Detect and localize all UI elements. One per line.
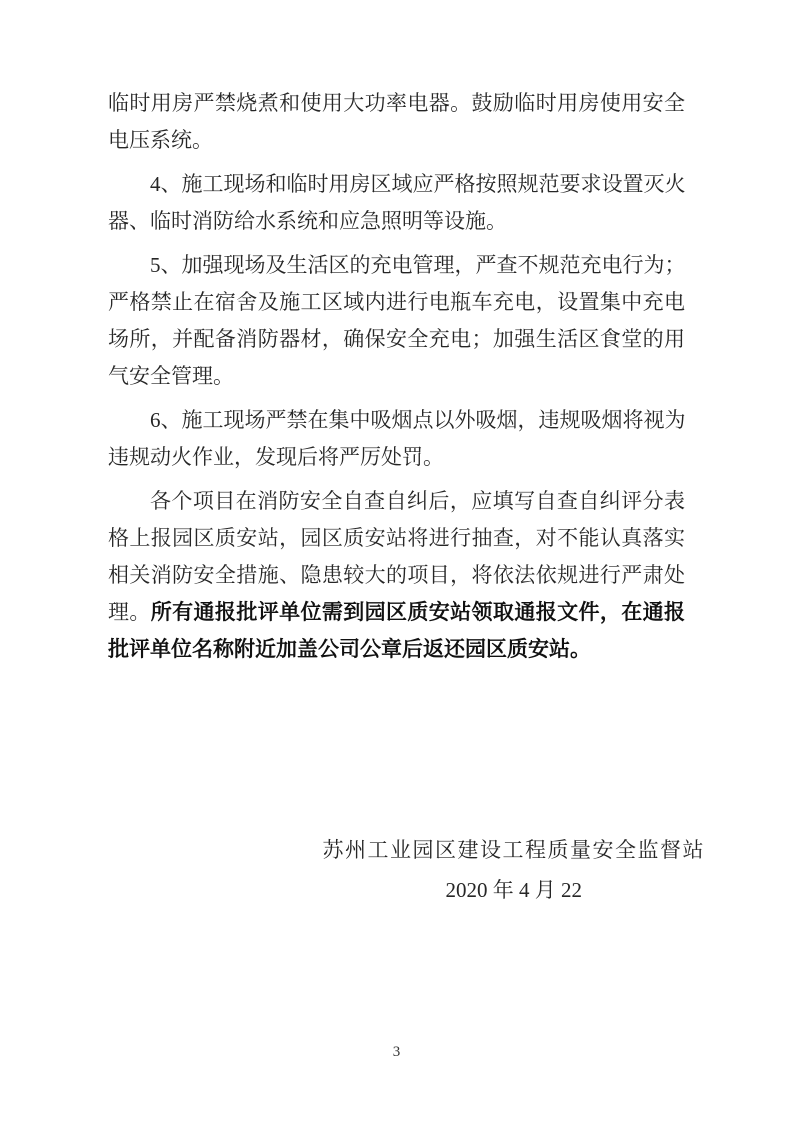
text-line: 4、施工现场和临时用房区域应严格按照规范要求设置灭火 xyxy=(150,172,686,196)
text-line: 批评单位名称附近加盖公司公章后返还园区质安站。 xyxy=(108,637,591,661)
text-line: 气安全管理。 xyxy=(108,364,234,388)
text-line: 相关消防安全措施、隐患较大的项目，将依法依规进行严肃处 xyxy=(108,563,685,587)
text-run-bold: 所有通报批评单位需到园区质安站领取通报文件，在通报 xyxy=(150,600,686,624)
paragraph-4 xyxy=(108,402,685,476)
signature-inner xyxy=(323,830,706,910)
page-number: 3 xyxy=(392,1044,401,1060)
paragraph-2 xyxy=(108,166,685,240)
signature-block xyxy=(108,830,705,910)
paragraph-5 xyxy=(108,483,685,668)
text-line: 6、施工现场严禁在集中吸烟点以外吸烟，违规吸烟将视为 xyxy=(150,408,686,432)
text-run-regular: 理。 xyxy=(108,600,151,624)
signature-organization: 苏州工业园区建设工程质量安全监督站 xyxy=(322,838,705,862)
text-line: 临时用房严禁烧煮和使用大功率电器。鼓励临时用房使用安全 xyxy=(108,91,685,115)
text-line: 电压系统。 xyxy=(108,128,213,152)
text-line: 5、加强现场及生活区的充电管理，严查不规范充电行为； xyxy=(150,253,686,277)
text-line: 严格禁止在宿舍及施工区域内进行电瓶车充电，设置集中充电 xyxy=(108,290,685,314)
paragraph-1 xyxy=(108,85,685,159)
text-line: 格上报园区质安站，园区质安站将进行抽查，对不能认真落实 xyxy=(108,526,685,550)
text-line: 各个项目在消防安全自查自纠后，应填写自查自纠评分表 xyxy=(150,489,685,513)
text-line: 场所，并配备消防器材，确保安全充电；加强生活区食堂的用 xyxy=(108,327,685,351)
text-line: 器、临时消防给水系统和应急照明等设施。 xyxy=(108,209,507,233)
text-line: 违规动火作业，发现后将严厉处罚。 xyxy=(108,445,444,469)
text-line xyxy=(108,594,685,631)
paragraph-3 xyxy=(108,247,685,395)
signature-date: 2020 年 4 月 22 xyxy=(445,878,582,902)
